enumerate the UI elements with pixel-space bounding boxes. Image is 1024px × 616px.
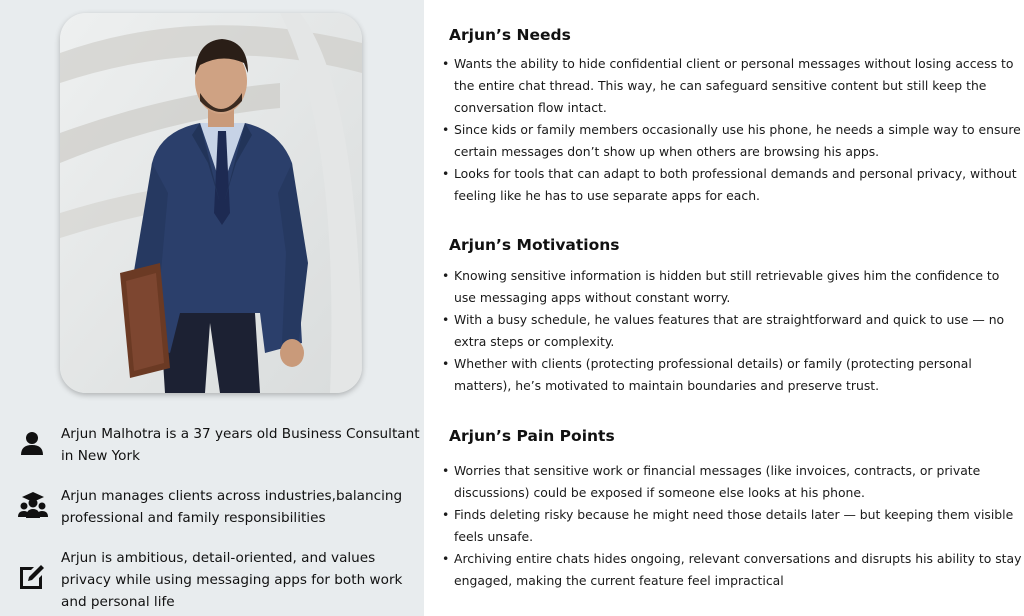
portrait-illustration bbox=[60, 13, 362, 393]
team-icon bbox=[18, 491, 46, 519]
list-item: • Finds deleting risky because he might need those details later — but keeping them visible feels unsafe. bbox=[442, 507, 1014, 544]
edit-note-icon bbox=[18, 563, 46, 591]
list-item: • Knowing sensitive information is hidden but still retrievable gives him the confidence to use messaging apps without constant worry. bbox=[442, 268, 1000, 305]
persona-details bbox=[424, 0, 1024, 616]
list-item: • Whether with clients (protecting professional details) or family (protecting personal matters), he’s motivated to maintain boundaries and preserve trust. bbox=[442, 356, 972, 393]
person-icon bbox=[18, 429, 46, 457]
list-item: • Worries that sensitive work or financial messages (like invoices, contracts, or private discussions) could be exposed if someone else looks at his phone. bbox=[442, 463, 981, 500]
persona-photo bbox=[60, 13, 362, 393]
motivations-heading: Arjun’s Motivations bbox=[449, 236, 620, 254]
list-item: • Looks for tools that can adapt to both professional demands and personal privacy, without feeling like he has to use separate apps for each. bbox=[442, 166, 1017, 203]
needs-list bbox=[442, 53, 1022, 207]
persona-fact-text: Arjun Malhotra is a 37 years old Business Consultant in New York bbox=[61, 426, 420, 464]
pain-points-heading: Arjun’s Pain Points bbox=[449, 427, 615, 445]
persona-fact-responsibilities bbox=[18, 485, 422, 531]
needs-heading: Arjun’s Needs bbox=[449, 26, 571, 44]
persona-panel bbox=[0, 0, 424, 616]
persona-fact-profile bbox=[18, 423, 422, 469]
list-item: • Wants the ability to hide confidential client or personal messages without losing access to the entire chat thread. This way, he can safeguard sensitive content but still keep the conversation flow intact. bbox=[442, 56, 1014, 115]
persona-fact-values bbox=[18, 547, 422, 615]
motivations-list bbox=[442, 265, 1022, 397]
list-item: • With a busy schedule, he values features that are straightforward and quick to use — no extra steps or complexity. bbox=[442, 312, 1005, 349]
persona-fact-text: Arjun manages clients across industries,balancing professional and family responsibilities bbox=[61, 488, 403, 526]
list-item: • Archiving entire chats hides ongoing, relevant conversations and disrupts his ability to stay engaged, making the current feature feel impractical bbox=[442, 551, 1022, 588]
persona-fact-text: Arjun is ambitious, detail-oriented, and values privacy while using messaging apps for both work and personal life bbox=[61, 550, 403, 610]
list-item: • Since kids or family members occasionally use his phone, he needs a simple way to ensure certain messages don’t show up when others are browsing his apps. bbox=[442, 122, 1021, 159]
pain-points-list bbox=[442, 460, 1022, 592]
